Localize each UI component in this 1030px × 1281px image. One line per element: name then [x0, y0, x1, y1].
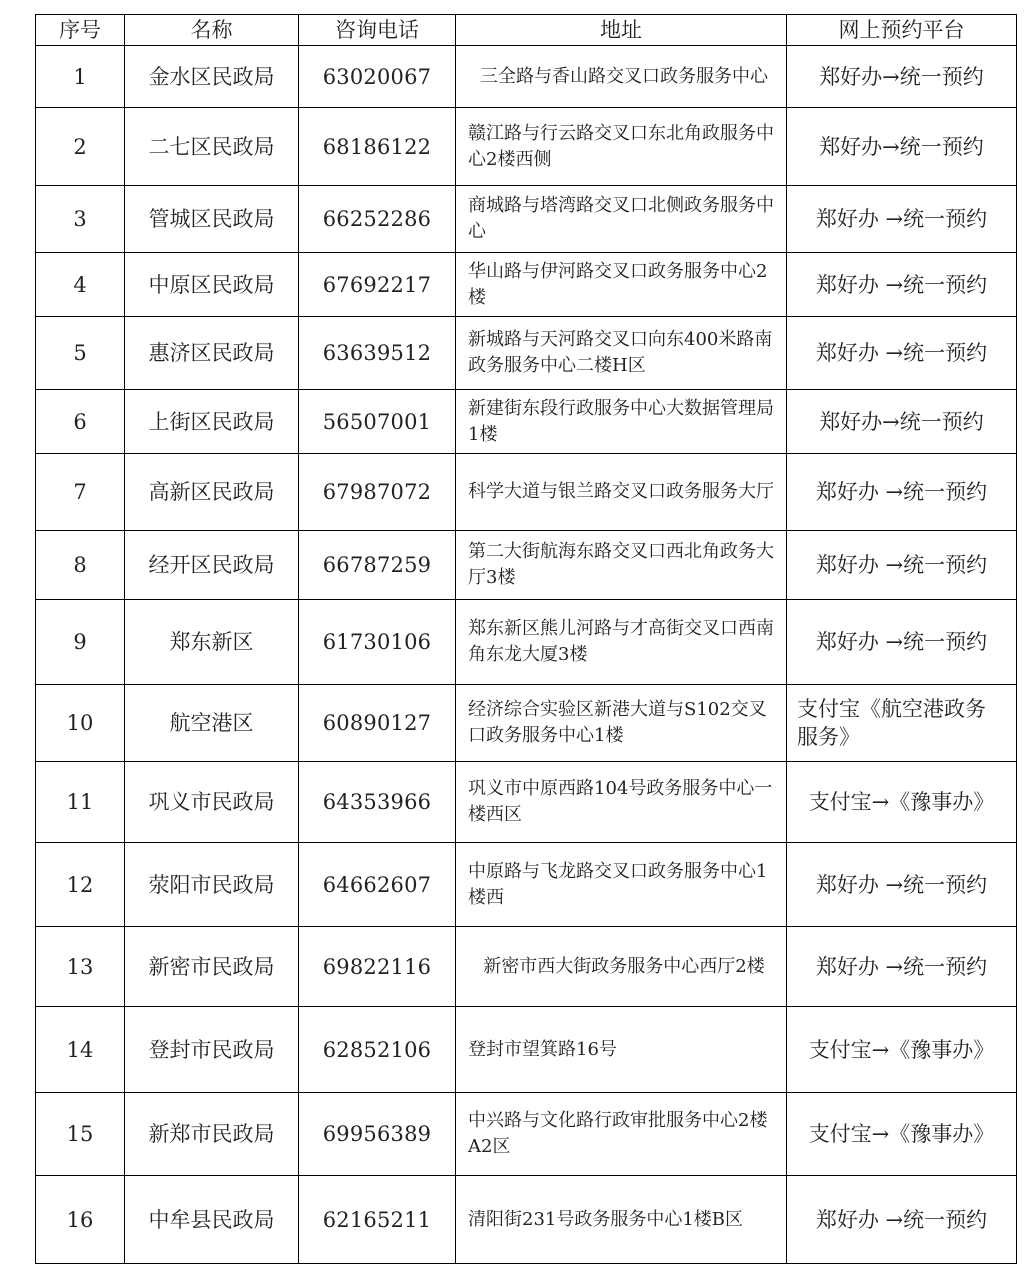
- row-name: 金水区民政局: [125, 46, 299, 108]
- table-row: [36, 843, 1017, 927]
- row-phone: 62165211: [299, 1176, 456, 1264]
- row-platform: 郑好办→统一预约: [787, 390, 1017, 454]
- row-no: 15: [36, 1093, 125, 1176]
- row-name: 新密市民政局: [125, 927, 299, 1007]
- row-no: 1: [36, 46, 125, 108]
- table-row: [36, 927, 1017, 1007]
- row-platform: 郑好办 →统一预约: [787, 1176, 1017, 1264]
- row-no: 7: [36, 454, 125, 531]
- table-row: [36, 1093, 1017, 1176]
- row-address: 新密市西大街政务服务中心西厅2楼: [456, 927, 787, 1007]
- row-no: 2: [36, 108, 125, 186]
- table-row: [36, 762, 1017, 843]
- row-platform: 支付宝→《豫事办》: [787, 762, 1017, 843]
- table-row: [36, 253, 1017, 317]
- row-address: 经济综合实验区新港大道与S102交叉口政务服务中心1楼: [456, 685, 787, 762]
- row-platform: 支付宝→《豫事办》: [787, 1093, 1017, 1176]
- row-no: 13: [36, 927, 125, 1007]
- row-phone: 62852106: [299, 1007, 456, 1093]
- row-no: 12: [36, 843, 125, 927]
- row-address: 科学大道与银兰路交叉口政务服务大厅: [456, 454, 787, 531]
- row-phone: 66787259: [299, 531, 456, 600]
- row-address: 第二大街航海东路交叉口西北角政务大厅3楼: [456, 531, 787, 600]
- row-no: 14: [36, 1007, 125, 1093]
- row-phone: 64353966: [299, 762, 456, 843]
- table-row: [36, 1007, 1017, 1093]
- row-name: 管城区民政局: [125, 186, 299, 253]
- row-name: 新郑市民政局: [125, 1093, 299, 1176]
- row-platform: 郑好办 →统一预约: [787, 600, 1017, 685]
- row-platform: 郑好办 →统一预约: [787, 531, 1017, 600]
- row-platform: 支付宝→《豫事办》: [787, 1007, 1017, 1093]
- row-no: 10: [36, 685, 125, 762]
- row-phone: 69956389: [299, 1093, 456, 1176]
- row-no: 6: [36, 390, 125, 454]
- row-address: 郑东新区熊儿河路与才高街交叉口西南角东龙大厦3楼: [456, 600, 787, 685]
- row-phone: 69822116: [299, 927, 456, 1007]
- row-address: 中原路与飞龙路交叉口政务服务中心1楼西: [456, 843, 787, 927]
- row-no: 3: [36, 186, 125, 253]
- header-address: 地址: [456, 15, 787, 46]
- row-phone: 63020067: [299, 46, 456, 108]
- row-address: 华山路与伊河路交叉口政务服务中心2楼: [456, 253, 787, 317]
- row-name: 荥阳市民政局: [125, 843, 299, 927]
- row-address: 赣江路与行云路交叉口东北角政服务中心2楼西侧: [456, 108, 787, 186]
- table-row: [36, 390, 1017, 454]
- row-address: 登封市望箕路16号: [456, 1007, 787, 1093]
- table-row: [36, 454, 1017, 531]
- row-phone: 61730106: [299, 600, 456, 685]
- row-address: 清阳街231号政务服务中心1楼B区: [456, 1176, 787, 1264]
- row-phone: 64662607: [299, 843, 456, 927]
- row-no: 9: [36, 600, 125, 685]
- row-address: 商城路与塔湾路交叉口北侧政务服务中心: [456, 186, 787, 253]
- header-platform: 网上预约平台: [787, 15, 1017, 46]
- table-row: [36, 531, 1017, 600]
- office-table: [35, 14, 1017, 1264]
- row-phone: 68186122: [299, 108, 456, 186]
- row-platform: 郑好办→统一预约: [787, 108, 1017, 186]
- row-phone: 67692217: [299, 253, 456, 317]
- row-name: 郑东新区: [125, 600, 299, 685]
- row-name: 中牟县民政局: [125, 1176, 299, 1264]
- table-row: [36, 186, 1017, 253]
- table-row: [36, 317, 1017, 390]
- row-name: 巩义市民政局: [125, 762, 299, 843]
- row-no: 5: [36, 317, 125, 390]
- row-platform: 郑好办→统一预约: [787, 46, 1017, 108]
- header-row: [36, 15, 1017, 46]
- row-address: 巩义市中原西路104号政务服务中心一楼西区: [456, 762, 787, 843]
- row-no: 4: [36, 253, 125, 317]
- row-platform: 郑好办 →统一预约: [787, 843, 1017, 927]
- header-name: 名称: [125, 15, 299, 46]
- row-phone: 67987072: [299, 454, 456, 531]
- row-platform: 支付宝《航空港政务服务》: [787, 685, 1017, 762]
- row-no: 8: [36, 531, 125, 600]
- header-phone: 咨询电话: [299, 15, 456, 46]
- table-row: [36, 600, 1017, 685]
- table-row: [36, 108, 1017, 186]
- table-row: [36, 685, 1017, 762]
- row-name: 上街区民政局: [125, 390, 299, 454]
- row-name: 登封市民政局: [125, 1007, 299, 1093]
- row-name: 航空港区: [125, 685, 299, 762]
- row-address: 三全路与香山路交叉口政务服务中心: [456, 46, 787, 108]
- table-row: [36, 1176, 1017, 1264]
- row-name: 中原区民政局: [125, 253, 299, 317]
- row-phone: 56507001: [299, 390, 456, 454]
- row-name: 经开区民政局: [125, 531, 299, 600]
- row-no: 11: [36, 762, 125, 843]
- row-address: 中兴路与文化路行政审批服务中心2楼A2区: [456, 1093, 787, 1176]
- table-row: [36, 46, 1017, 108]
- row-address: 新建街东段行政服务中心大数据管理局1楼: [456, 390, 787, 454]
- row-address: 新城路与天河路交叉口向东400米路南政务服务中心二楼H区: [456, 317, 787, 390]
- row-platform: 郑好办 →统一预约: [787, 186, 1017, 253]
- row-phone: 60890127: [299, 685, 456, 762]
- row-name: 二七区民政局: [125, 108, 299, 186]
- row-name: 高新区民政局: [125, 454, 299, 531]
- row-platform: 郑好办 →统一预约: [787, 317, 1017, 390]
- row-platform: 郑好办 →统一预约: [787, 927, 1017, 1007]
- row-name: 惠济区民政局: [125, 317, 299, 390]
- row-platform: 郑好办 →统一预约: [787, 253, 1017, 317]
- row-phone: 66252286: [299, 186, 456, 253]
- row-phone: 63639512: [299, 317, 456, 390]
- row-no: 16: [36, 1176, 125, 1264]
- header-no: 序号: [36, 15, 125, 46]
- row-platform: 郑好办 →统一预约: [787, 454, 1017, 531]
